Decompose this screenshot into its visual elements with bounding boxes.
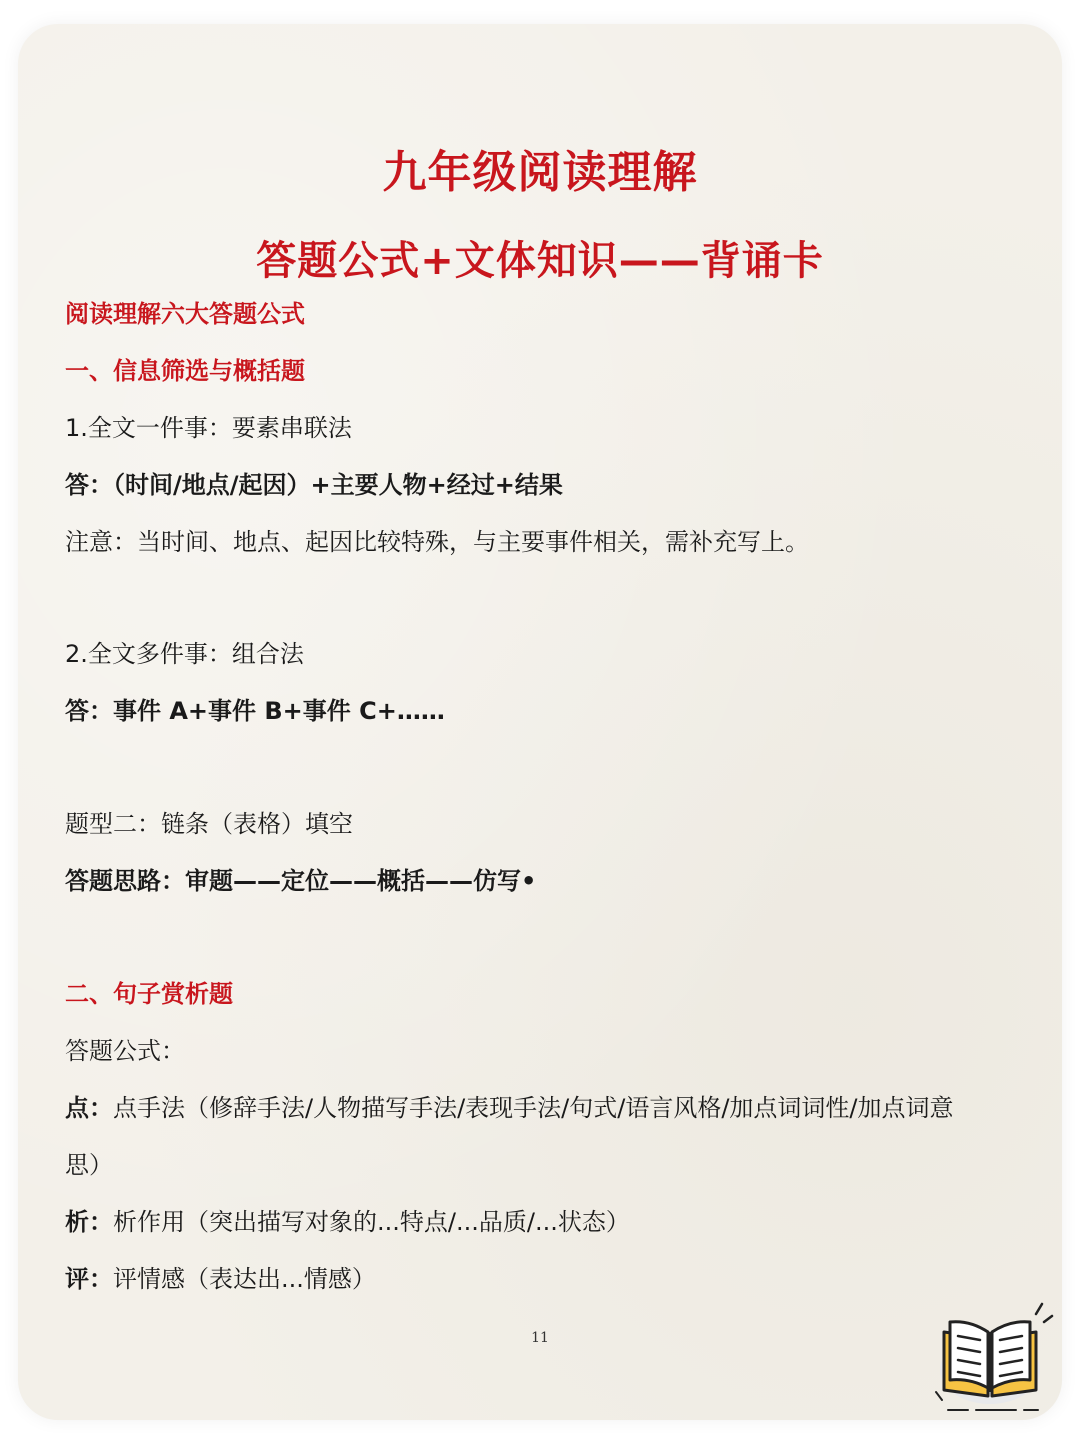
part1-item1-answer: 答：（时间/地点/起因）+主要人物+经过+结果 [65,471,563,499]
part2-analyze-line [65,1202,630,1237]
part2-point-continuation: 思） [65,1151,113,1179]
part2-formula-label: 答题公式： [65,1037,185,1065]
page-number: 11 [531,1330,549,1346]
section-heading: 阅读理解六大答题公式 [65,300,305,328]
part2-heading: 二、句子赏析题 [65,980,233,1008]
part2-comment-line [65,1259,376,1294]
point-label: 点： [65,1094,113,1122]
part1-item1-note: 注意：当时间、地点、起因比较特殊，与主要事件相关，需补充写上。 [65,528,809,556]
comment-text: 评情感（表达出...情感） [113,1265,376,1293]
part1-item1-title: 1.全文一件事：要素串联法 [65,414,352,442]
analyze-text: 析作用（突出描写对象的...特点/...品质/...状态） [113,1208,630,1236]
page-title: 九年级阅读理解 [382,147,698,198]
part1-type2-title: 题型二：链条（表格）填空 [65,810,353,838]
analyze-label: 析： [65,1208,113,1236]
part1-item2-title: 2.全文多件事：组合法 [65,640,304,668]
comment-label: 评： [65,1265,113,1293]
page-subtitle: 答题公式+文体知识——背诵卡 [256,238,824,284]
part1-heading: 一、信息筛选与概括题 [65,357,305,385]
part2-point-line [65,1088,954,1123]
document-card [18,24,1062,1420]
part1-item2-answer: 答：事件 A+事件 B+事件 C+…… [65,697,445,725]
point-text: 点手法（修辞手法/人物描写手法/表现手法/句式/语言风格/加点词词性/加点词意 [113,1094,954,1122]
part1-type2-answer: 答题思路：审题——定位——概括——仿写• [65,867,537,895]
open-book-icon [928,1292,1058,1420]
